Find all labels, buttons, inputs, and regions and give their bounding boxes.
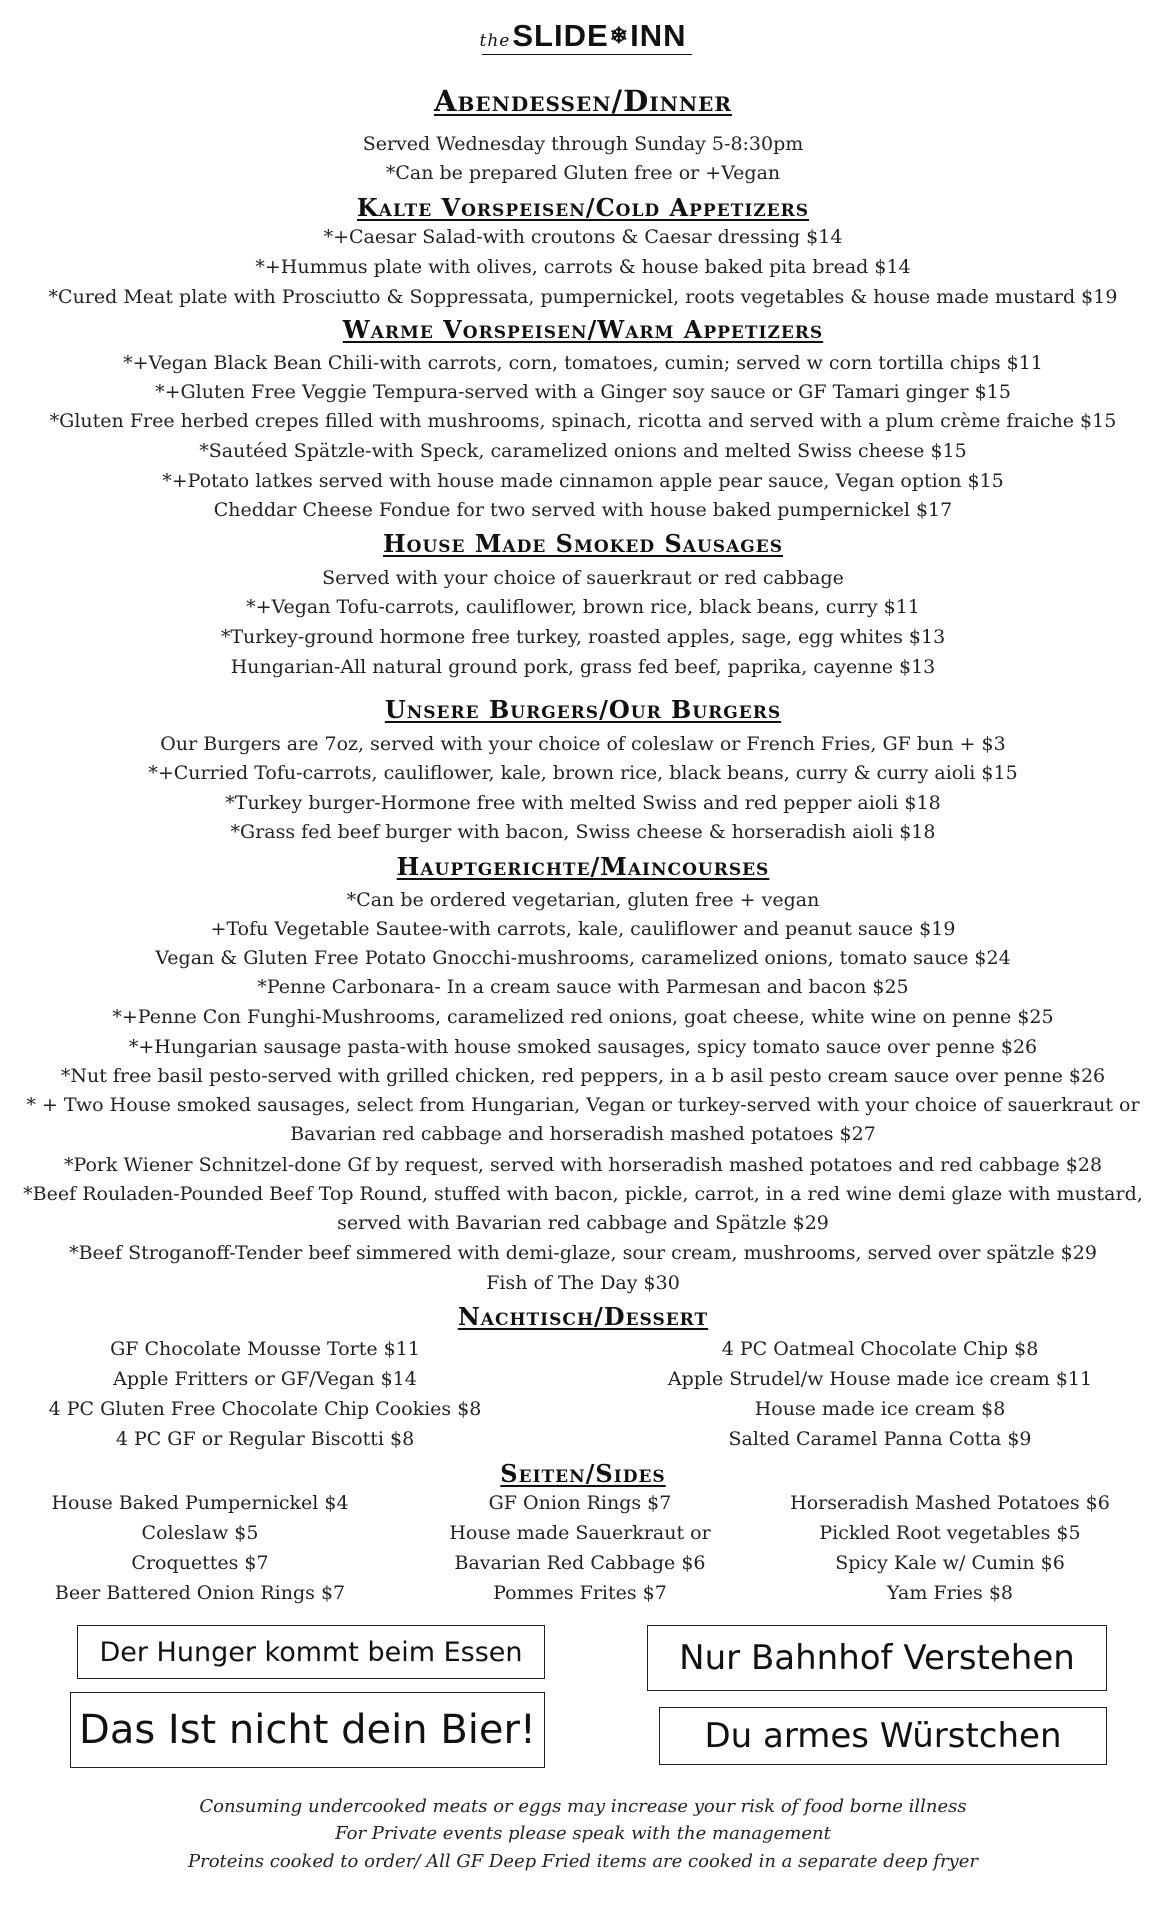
main-title: Hauptgerichte/Maincourses (396, 852, 770, 881)
footer-fryer: Proteins cooked to order/ All GF Deep Fried items are cooked in a separate deep fryer (188, 1851, 978, 1872)
footer-warning: Consuming undercooked meats or eggs may increase your risk of food borne illness (199, 1796, 967, 1817)
snowflake-icon: ❄ (609, 23, 630, 48)
menu-item: +Tofu Vegetable Sautee-with carrots, kale, cauliflower and peanut sauce $19 (210, 918, 956, 940)
side-item: Beer Battered Onion Rings $7 (54, 1582, 346, 1604)
side-item: Pommes Frites $7 (493, 1582, 667, 1604)
menu-item: Bavarian red cabbage and horseradish mashed potatoes $27 (290, 1123, 876, 1145)
menu-item: *+Penne Con Funghi-Mushrooms, caramelized red onions, goat cheese, white wine on penne $25 (112, 1006, 1054, 1028)
menu-item: Our Burgers are 7oz, served with your choice of coleslaw or French Fries, GF bun + $3 (160, 733, 1006, 755)
menu-item: *Can be ordered vegetarian, gluten free + vegan (346, 889, 820, 911)
dessert-item: Apple Strudel/w House made ice cream $11 (667, 1368, 1093, 1390)
saying-hunger: Der Hunger kommt beim Essen (77, 1625, 545, 1679)
saying-bahnhof: Nur Bahnhof Verstehen (647, 1625, 1107, 1691)
logo (0, 18, 1166, 54)
side-item: Pickled Root vegetables $5 (819, 1522, 1081, 1544)
side-item: House Baked Pumpernickel $4 (51, 1492, 349, 1514)
dinner-title: Abendessen/Dinner (433, 84, 732, 118)
dessert-item: 4 PC GF or Regular Biscotti $8 (115, 1428, 415, 1450)
side-item: Spicy Kale w/ Cumin $6 (835, 1552, 1065, 1574)
saying-wurstchen: Du armes Würstchen (659, 1707, 1107, 1765)
sides-column-2 (420, 1488, 740, 1608)
saying-bier: Das Ist nicht dein Bier! (70, 1692, 545, 1768)
menu-item: *Penne Carbonara- In a cream sauce with Parmesan and bacon $25 (257, 976, 909, 998)
menu-item: *+Vegan Black Bean Chili-with carrots, corn, tomatoes, cumin; served w corn tortilla chips $11 (123, 352, 1043, 374)
side-item: GF Onion Rings $7 (488, 1492, 672, 1514)
dessert-item: Salted Caramel Panna Cotta $9 (728, 1428, 1032, 1450)
cold-title: Kalte Vorspeisen/Cold Appetizers (356, 193, 810, 222)
sausages-title: House Made Smoked Sausages (382, 529, 784, 558)
dessert-right-column (660, 1334, 1100, 1454)
side-item: Horseradish Mashed Potatoes $6 (790, 1492, 1110, 1514)
menu-item: *Nut free basil pesto-served with grilled chicken, red peppers, in a b asil pesto cream sauce over penne $26 (60, 1065, 1106, 1087)
warm-title: Warme Vorspeisen/Warm Appetizers (342, 315, 824, 344)
menu-item: *+Curried Tofu-carrots, cauliflower, kale, brown rice, black beans, curry & curry aioli $15 (148, 762, 1018, 784)
menu-item: *Beef Rouladen-Pounded Beef Top Round, stuffed with bacon, pickle, carrot, in a red wine demi glaze with mustard, (23, 1183, 1143, 1205)
menu-item: *Turkey-ground hormone free turkey, roasted apples, sage, egg whites $13 (220, 626, 946, 648)
sides-column-3 (770, 1488, 1130, 1608)
menu-item: *Gluten Free herbed crepes filled with mushrooms, spinach, ricotta and served with a plum crème fraiche $15 (49, 410, 1117, 432)
side-item: Coleslaw $5 (141, 1522, 259, 1544)
logo-the: the (479, 31, 511, 51)
menu-item: *+Vegan Tofu-carrots, cauliflower, brown rice, black beans, curry $11 (246, 596, 920, 618)
dessert-item: GF Chocolate Mousse Torte $11 (110, 1338, 420, 1360)
dessert-title: Nachtisch/Dessert (457, 1302, 709, 1331)
menu-item: *+Hummus plate with olives, carrots & house baked pita bread $14 (255, 256, 911, 278)
menu-item: *+Caesar Salad-with croutons & Caesar dressing $14 (323, 226, 843, 248)
menu-item: *Cured Meat plate with Prosciutto & Soppressata, pumpernickel, roots vegetables & house made mustard $19 (48, 286, 1118, 308)
dessert-item: 4 PC Gluten Free Chocolate Chip Cookies $8 (48, 1398, 482, 1420)
side-item: Bavarian Red Cabbage $6 (454, 1552, 706, 1574)
dessert-item: 4 PC Oatmeal Chocolate Chip $8 (721, 1338, 1039, 1360)
logo-inn: INN (630, 18, 687, 53)
menu-item: *+Hungarian sausage pasta-with house smoked sausages, spicy tomato sauce over penne $26 (128, 1036, 1038, 1058)
dinner-note: *Can be prepared Gluten free or +Vegan (385, 162, 781, 184)
menu-item: *Pork Wiener Schnitzel-done Gf by request, served with horseradish mashed potatoes and red cabbage $28 (63, 1154, 1103, 1176)
side-item: House made Sauerkraut or (449, 1522, 711, 1544)
menu-item: *Turkey burger-Hormone free with melted Swiss and red pepper aioli $18 (225, 792, 941, 814)
side-item: Croquettes $7 (131, 1552, 269, 1574)
dessert-item: Apple Fritters or GF/Vegan $14 (113, 1368, 417, 1390)
menu-item: *Sautéed Spätzle-with Speck, caramelized onions and melted Swiss cheese $15 (199, 440, 967, 462)
menu-item: Vegan & Gluten Free Potato Gnocchi-mushrooms, caramelized onions, tomato sauce $24 (155, 947, 1011, 969)
menu-item: *+Gluten Free Veggie Tempura-served with a Ginger soy sauce or GF Tamari ginger $15 (155, 381, 1011, 403)
logo-underline (482, 54, 692, 55)
logo-slide: SLIDE (512, 18, 609, 53)
dessert-item: House made ice cream $8 (754, 1398, 1006, 1420)
menu-item: *+Potato latkes served with house made cinnamon apple pear sauce, Vegan option $15 (162, 470, 1004, 492)
side-item: Yam Fries $8 (886, 1582, 1013, 1604)
menu-item: Cheddar Cheese Fondue for two served with house baked pumpernickel $17 (213, 499, 953, 521)
menu-item: *Grass fed beef burger with bacon, Swiss cheese & horseradish aioli $18 (230, 821, 936, 843)
menu-item: Fish of The Day $30 (486, 1272, 680, 1294)
burgers-title: Unsere Burgers/Our Burgers (384, 695, 782, 724)
footer-events: For Private events please speak with the management (335, 1823, 831, 1844)
menu-item: *Beef Stroganoff-Tender beef simmered with demi-glaze, sour cream, mushrooms, served over spätzle $29 (69, 1242, 1097, 1264)
sides-column-1 (40, 1488, 360, 1608)
menu-item: Served with your choice of sauerkraut or red cabbage (322, 567, 844, 589)
menu-item: Hungarian-All natural ground pork, grass fed beef, paprika, cayenne $13 (230, 656, 936, 678)
dessert-left-column (40, 1334, 490, 1454)
menu-item: * + Two House smoked sausages, select from Hungarian, Vegan or turkey-served with your choice of sauerkraut or (26, 1094, 1140, 1116)
dinner-note: Served Wednesday through Sunday 5-8:30pm (362, 133, 804, 155)
menu-item: served with Bavarian red cabbage and Spätzle $29 (337, 1212, 829, 1234)
sides-title: Seiten/Sides (500, 1459, 666, 1488)
